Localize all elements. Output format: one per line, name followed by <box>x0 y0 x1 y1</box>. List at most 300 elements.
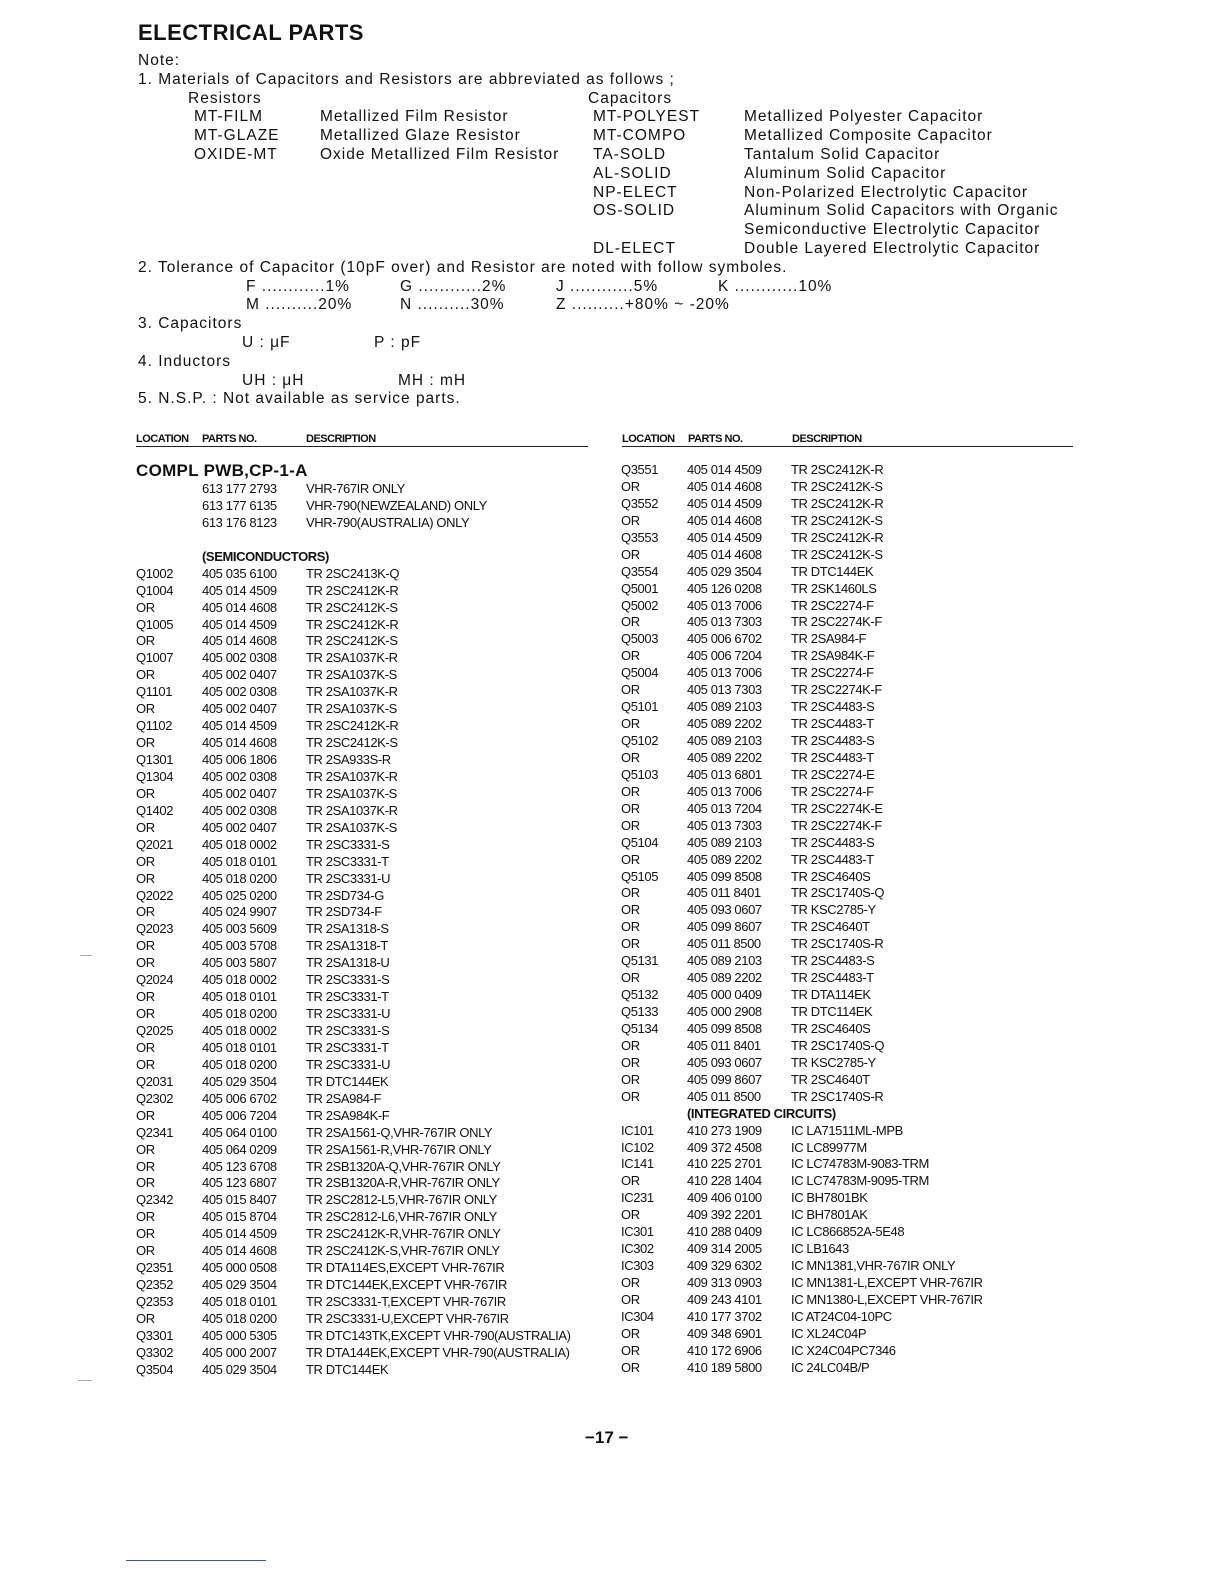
part-number: 405 015 8407 <box>202 1192 277 1208</box>
parts-list-left <box>136 461 606 1379</box>
part-number: 613 176 8123 <box>202 514 277 530</box>
part-description: TR 2SC3331-S <box>306 972 390 988</box>
part-description: TR 2SC1740S-R <box>791 1088 884 1104</box>
part-description: TR 2SA1037K-R <box>306 802 398 818</box>
part-description: TR 2SC2812-L6,VHR-767IR ONLY <box>306 1209 497 1225</box>
unit-u: U : μF <box>242 333 291 351</box>
header-location: LOCATION <box>136 433 189 445</box>
resistor-description: Metallized Glaze Resistor <box>320 127 521 145</box>
part-description: TR DTC143TK,EXCEPT VHR-790(AUSTRALIA) <box>306 1327 571 1343</box>
resistor-description: Metallized Film Resistor <box>320 108 509 126</box>
note-4: 4. Inductors <box>138 352 231 370</box>
part-location: Q3554 <box>621 563 659 579</box>
part-description: VHR-767IR ONLY <box>306 481 405 496</box>
part-description: TR DTC144EK <box>306 1361 389 1377</box>
part-location: OR <box>136 819 155 835</box>
part-description: TR 2SC4640T <box>791 1071 870 1087</box>
part-number: 405 006 6702 <box>202 1090 277 1106</box>
part-row <box>136 1057 606 1074</box>
unit-uh: UH : μH <box>242 371 305 389</box>
part-description: TR 2SA1037K-R <box>306 684 398 700</box>
part-number: 405 006 7204 <box>202 1107 277 1123</box>
part-location: Q5003 <box>621 631 659 647</box>
part-description: TR 2SC3331-T <box>306 853 389 869</box>
part-row <box>621 784 1091 801</box>
part-number: 405 093 0607 <box>687 902 762 918</box>
unit-p: P : pF <box>374 333 422 351</box>
part-location: OR <box>621 970 640 986</box>
part-row <box>621 614 1091 631</box>
resistor-description: Oxide Metallized Film Resistor <box>320 145 560 163</box>
part-location: IC301 <box>621 1224 654 1240</box>
tolerance-g: G ............2% <box>400 277 507 295</box>
part-location: OR <box>621 749 640 765</box>
part-row <box>621 1173 1091 1190</box>
part-location: OR <box>621 1207 640 1223</box>
part-description: TR 2SC2412K-S <box>791 478 883 494</box>
part-location: OR <box>621 817 640 833</box>
part-description: TR 2SC2412K-S <box>306 599 398 615</box>
part-number: 410 189 5800 <box>687 1359 762 1375</box>
part-row <box>621 1004 1091 1021</box>
part-row <box>136 498 606 515</box>
part-location: OR <box>621 851 640 867</box>
part-row <box>136 921 606 938</box>
part-number: 405 089 2202 <box>687 716 762 732</box>
capacitor-description: Non-Polarized Electrolytic Capacitor <box>744 183 1029 201</box>
abbreviation-row <box>138 239 1041 259</box>
part-location: OR <box>136 853 155 869</box>
part-number: 405 018 0200 <box>202 1006 277 1022</box>
part-row <box>136 820 606 837</box>
part-row <box>136 1091 606 1108</box>
part-row <box>621 581 1091 598</box>
part-row <box>621 496 1091 513</box>
part-location: IC102 <box>621 1139 654 1155</box>
part-description: TR 2SA1318-S <box>306 921 389 937</box>
part-row <box>136 1006 606 1023</box>
part-description: IC AT24C04-10PC <box>791 1308 892 1324</box>
part-description: TR 2SC3331-U,EXCEPT VHR-767IR <box>306 1310 509 1326</box>
part-number: 405 089 2202 <box>687 970 762 986</box>
part-description: TR 2SC3331-U <box>306 870 391 886</box>
part-location: OR <box>136 1175 155 1191</box>
part-location: Q2022 <box>136 887 174 903</box>
part-row <box>621 750 1091 767</box>
part-description: TR 2SC2412K-S <box>306 633 398 649</box>
part-number: 405 014 4509 <box>687 462 762 477</box>
part-row <box>621 1140 1091 1157</box>
note-4-units <box>138 372 787 391</box>
part-number: 405 013 7006 <box>687 783 762 799</box>
part-row <box>621 648 1091 665</box>
part-location: Q2031 <box>136 1073 174 1089</box>
part-description: IC MN1380-L,EXCEPT VHR-767IR <box>791 1291 983 1307</box>
part-description: TR 2SC4483-S <box>791 834 875 850</box>
part-row <box>621 1224 1091 1241</box>
capacitor-description: Double Layered Electrolytic Capacitor <box>744 239 1041 257</box>
abbreviation-row <box>138 127 993 146</box>
part-number: 410 172 6906 <box>687 1342 762 1358</box>
part-number: 405 002 0308 <box>202 802 277 818</box>
part-number: 405 011 8500 <box>687 1088 761 1104</box>
capacitor-code: DL-ELECT <box>593 239 676 257</box>
part-location: Q3551 <box>621 462 659 477</box>
part-description: TR 2SC1740S-Q <box>791 885 885 901</box>
part-row <box>136 1209 606 1226</box>
part-description: TR 2SC2412K-R <box>306 582 399 598</box>
part-row <box>621 682 1091 699</box>
note-3-units <box>138 334 787 353</box>
part-location: OR <box>136 785 155 801</box>
part-location: Q5134 <box>621 1020 659 1036</box>
part-row <box>136 515 606 532</box>
part-row <box>136 1328 606 1345</box>
part-number: 405 013 7303 <box>687 817 762 833</box>
part-location: Q1304 <box>136 768 174 784</box>
part-row <box>136 1159 606 1176</box>
part-location: Q5132 <box>621 987 659 1003</box>
part-row <box>621 1055 1091 1072</box>
part-row <box>621 1275 1091 1292</box>
part-location: Q1102 <box>136 718 173 734</box>
part-number: 405 014 4509 <box>202 582 277 598</box>
capacitor-code: MT-COMPO <box>593 127 687 145</box>
part-description: TR 2SB1320A-Q,VHR-767IR ONLY <box>306 1158 501 1174</box>
scan-mark <box>80 955 92 956</box>
part-description: TR 2SC2274-F <box>791 665 874 681</box>
part-description: TR 2SC2274K-F <box>791 682 882 698</box>
notes-block <box>138 52 1059 409</box>
part-row <box>136 667 606 684</box>
part-location: Q5001 <box>621 580 659 596</box>
part-description: TR 2SC4640S <box>791 868 871 884</box>
part-row <box>621 1309 1091 1326</box>
part-row <box>136 718 606 735</box>
part-number: 409 313 0903 <box>687 1275 762 1290</box>
part-location: IC141 <box>621 1156 654 1172</box>
abbreviation-row <box>138 221 1041 240</box>
part-number: 410 228 1404 <box>687 1173 762 1189</box>
part-row <box>136 1226 606 1243</box>
part-location: Q2025 <box>136 1023 174 1038</box>
part-number: 405 011 8500 <box>687 936 761 952</box>
tolerance-row-1 <box>138 277 833 297</box>
part-location: OR <box>621 1359 640 1375</box>
part-number: 405 014 4509 <box>202 616 277 632</box>
subsection-heading: (SEMICONDUCTORS) <box>202 548 329 564</box>
part-location: Q3552 <box>621 495 659 511</box>
part-row <box>621 1258 1091 1275</box>
part-location: OR <box>621 919 640 935</box>
part-description: TR 2SC2812-L5,VHR-767IR ONLY <box>306 1192 497 1208</box>
part-number: 405 018 0002 <box>202 1023 277 1038</box>
part-location: OR <box>621 1088 640 1104</box>
abbreviation-table <box>138 108 1059 258</box>
part-row <box>621 631 1091 648</box>
part-row <box>136 854 606 871</box>
part-row <box>621 801 1091 818</box>
part-description: TR DTA114EK <box>791 987 871 1003</box>
part-row <box>621 1021 1091 1038</box>
capacitor-description: Metallized Composite Capacitor <box>744 127 993 145</box>
part-number: 405 064 0100 <box>202 1124 277 1140</box>
part-description: TR 2SC3331-T <box>306 1039 389 1055</box>
part-location: OR <box>621 648 640 664</box>
part-number: 405 000 2007 <box>202 1344 277 1360</box>
part-description: TR 2SA1037K-R <box>306 768 398 784</box>
footer-line <box>126 1560 266 1561</box>
part-number: 405 089 2202 <box>687 749 762 765</box>
capacitor-code: TA-SOLD <box>593 145 667 163</box>
resistors-header: Resistors <box>188 89 262 107</box>
part-location: OR <box>621 1037 640 1053</box>
part-number: 409 392 2201 <box>687 1207 762 1223</box>
part-location: Q5002 <box>621 597 659 613</box>
part-row <box>136 904 606 921</box>
part-number: 405 089 2103 <box>687 733 762 748</box>
part-number: 405 003 5708 <box>202 938 277 954</box>
part-description: TR 2SC2413K-Q <box>306 565 400 581</box>
part-row <box>136 972 606 989</box>
part-location: OR <box>136 955 155 971</box>
part-number: 405 025 0200 <box>202 887 277 903</box>
part-description: IC XL24C04P <box>791 1325 867 1341</box>
part-description: TR 2SD734-F <box>306 904 382 920</box>
part-row <box>621 1089 1091 1106</box>
header-description: DESCRIPTION <box>792 433 862 445</box>
part-number: 409 243 4101 <box>687 1291 762 1307</box>
part-description: TR 2SC4483-S <box>791 733 875 748</box>
part-row <box>136 1074 606 1091</box>
part-location: Q5004 <box>621 665 659 681</box>
part-location: Q1002 <box>136 565 174 581</box>
part-number: 405 018 0101 <box>202 853 277 869</box>
part-location: OR <box>621 512 640 528</box>
part-description: TR DTC144EK <box>791 563 874 579</box>
part-description: TR 2SC4640S <box>791 1020 871 1036</box>
part-description: TR 2SA1037K-S <box>306 667 397 683</box>
part-row <box>136 938 606 955</box>
capacitor-description: Aluminum Solid Capacitors with Organic <box>744 202 1059 220</box>
part-location: Q2023 <box>136 921 174 937</box>
part-number: 405 089 2103 <box>687 834 762 850</box>
resistor-code: MT-GLAZE <box>194 127 280 145</box>
part-location: OR <box>136 870 155 886</box>
part-description: TR 2SC4483-T <box>791 970 874 986</box>
resistor-code: OXIDE-MT <box>194 145 278 163</box>
part-location: OR <box>136 1006 155 1022</box>
part-number: 405 014 4608 <box>202 1243 277 1259</box>
part-location: OR <box>136 599 155 615</box>
abbreviation-row <box>138 164 947 184</box>
part-description: TR 2SC4483-T <box>791 716 874 732</box>
part-description: TR 2SC1740S-R <box>791 936 884 952</box>
part-location: Q2353 <box>136 1294 174 1309</box>
part-number: 405 089 2103 <box>687 699 762 715</box>
part-number: 409 348 6901 <box>687 1325 762 1341</box>
note-1-headers <box>138 90 787 109</box>
part-row <box>136 955 606 972</box>
part-description: TR 2SC2274K-F <box>791 614 882 630</box>
part-description: IC MN1381-L,EXCEPT VHR-767IR <box>791 1275 983 1290</box>
header-rule-left <box>136 446 588 447</box>
part-row <box>621 1207 1091 1224</box>
part-number: 409 314 2005 <box>687 1241 762 1257</box>
part-description: TR 2SC2412K-S <box>791 546 883 562</box>
part-number: 405 002 0308 <box>202 768 277 784</box>
part-location: OR <box>136 1056 155 1072</box>
part-row <box>621 1072 1091 1089</box>
part-row <box>136 1192 606 1209</box>
part-location: OR <box>621 783 640 799</box>
parts-list-right <box>621 462 1091 1377</box>
part-row <box>136 735 606 752</box>
part-number: 405 123 6807 <box>202 1175 277 1191</box>
part-row <box>621 513 1091 530</box>
part-number: 410 288 0409 <box>687 1224 762 1240</box>
part-number: 405 018 0101 <box>202 1294 277 1309</box>
part-row <box>621 716 1091 733</box>
part-description: TR 2SA1037K-S <box>306 785 397 801</box>
part-row <box>136 888 606 905</box>
tolerance-row-2 <box>138 296 787 315</box>
part-location: Q2302 <box>136 1090 174 1106</box>
part-number: 405 029 3504 <box>202 1277 277 1293</box>
part-description: TR 2SD734-G <box>306 887 384 903</box>
part-row <box>621 902 1091 919</box>
part-location: OR <box>621 1325 640 1341</box>
part-description: TR 2SC2412K-S <box>791 512 883 528</box>
part-number: 405 099 8508 <box>687 868 762 884</box>
part-location: OR <box>136 735 155 751</box>
part-location: OR <box>621 1054 640 1070</box>
part-number: 405 126 0208 <box>687 580 762 596</box>
part-location: OR <box>621 885 640 901</box>
part-row <box>621 699 1091 716</box>
part-number: 405 003 5609 <box>202 921 277 937</box>
part-location: OR <box>621 800 640 816</box>
part-row <box>136 752 606 769</box>
part-number: 405 000 2908 <box>687 1004 762 1019</box>
part-description: IC LC74783M-9083-TRM <box>791 1156 929 1172</box>
part-location: OR <box>621 936 640 952</box>
part-row <box>136 1108 606 1125</box>
part-description: IC BH7801BK <box>791 1190 868 1206</box>
part-number: 405 035 6100 <box>202 565 277 581</box>
part-row <box>621 665 1091 682</box>
part-row <box>136 1175 606 1192</box>
tolerance-k: K ............10% <box>718 277 833 295</box>
part-number: 405 014 4509 <box>202 1226 277 1242</box>
part-number: 405 000 5305 <box>202 1327 277 1343</box>
note-label: Note: <box>138 52 181 69</box>
part-row <box>136 701 606 718</box>
part-row <box>136 803 606 820</box>
spacer <box>136 532 606 549</box>
part-description: TR 2SC1740S-Q <box>791 1037 885 1053</box>
part-location: OR <box>621 682 640 698</box>
part-description: TR DTC144EK <box>306 1073 389 1089</box>
capacitor-code: OS-SOLID <box>593 202 676 220</box>
part-row <box>621 1038 1091 1055</box>
part-description: IC LC866852A-5E48 <box>791 1224 905 1240</box>
part-location: OR <box>621 1291 640 1307</box>
tolerance-j: J ............5% <box>556 277 659 295</box>
part-row <box>136 1345 606 1362</box>
part-location: Q2341 <box>136 1124 174 1140</box>
part-number: 405 018 0101 <box>202 1039 277 1055</box>
part-number: 405 013 6801 <box>687 766 762 782</box>
part-location: Q2342 <box>136 1192 174 1208</box>
part-description: TR 2SA1037K-S <box>306 701 397 717</box>
part-location: Q2021 <box>136 836 174 852</box>
part-number: 405 064 0209 <box>202 1141 277 1157</box>
part-description: TR 2SA984-F <box>791 631 867 647</box>
part-location: IC101 <box>621 1122 654 1138</box>
part-location: Q1004 <box>136 582 174 598</box>
part-number: 405 014 4608 <box>202 599 277 615</box>
part-row <box>621 564 1091 581</box>
part-location: IC304 <box>621 1308 654 1324</box>
part-row <box>621 1123 1091 1140</box>
part-number: 405 014 4608 <box>687 512 762 528</box>
part-row <box>621 1343 1091 1360</box>
capacitor-description: Aluminum Solid Capacitor <box>744 164 947 182</box>
part-description: TR 2SC2412K-R <box>791 529 884 545</box>
part-row <box>136 617 606 634</box>
header-description: DESCRIPTION <box>306 433 376 445</box>
part-row <box>136 1125 606 1142</box>
part-number: 405 018 0002 <box>202 972 277 988</box>
part-number: 405 018 0101 <box>202 989 277 1005</box>
part-description: TR 2SC3331-U <box>306 1006 391 1022</box>
part-location: IC303 <box>621 1258 654 1274</box>
part-number: 405 018 0200 <box>202 870 277 886</box>
part-number: 405 011 8401 <box>687 885 761 901</box>
part-description: TR 2SC3331-S <box>306 1023 390 1038</box>
part-description: TR 2SC2274-F <box>791 597 874 613</box>
part-description: TR KSC2785-Y <box>791 902 876 918</box>
part-location: Q1007 <box>136 650 174 666</box>
abbreviation-row <box>138 202 1059 221</box>
part-description: TR 2SC3331-U <box>306 1056 391 1072</box>
tolerance-z: Z ..........+80% ~ -20% <box>556 296 730 314</box>
part-row <box>621 970 1091 987</box>
part-location: Q5104 <box>621 834 659 850</box>
part-description: TR 2SC2274-F <box>791 783 874 799</box>
part-location: OR <box>621 478 640 494</box>
part-location: OR <box>621 1342 640 1358</box>
note-2: 2. Tolerance of Capacitor (10pF over) and Resistor are noted with follow symboles. <box>138 258 788 276</box>
part-description: IC LB1643 <box>791 1241 849 1257</box>
part-number: 405 089 2202 <box>687 851 762 867</box>
part-description: TR 2SA1561-R,VHR-767IR ONLY <box>306 1141 492 1157</box>
part-location: Q2352 <box>136 1277 174 1293</box>
part-row <box>621 818 1091 835</box>
part-number: 410 177 3702 <box>687 1308 762 1324</box>
part-description: TR 2SB1320A-R,VHR-767IR ONLY <box>306 1175 500 1191</box>
part-number: 405 024 9907 <box>202 904 277 920</box>
part-number: 405 089 2103 <box>687 953 762 969</box>
part-description: IC LC89977M <box>791 1139 867 1155</box>
part-number: 405 123 6708 <box>202 1158 277 1174</box>
part-row <box>621 869 1091 886</box>
page-title: ELECTRICAL PARTS <box>138 20 364 45</box>
part-location: Q1005 <box>136 616 174 632</box>
part-row <box>621 953 1091 970</box>
part-location: Q5102 <box>621 733 659 748</box>
